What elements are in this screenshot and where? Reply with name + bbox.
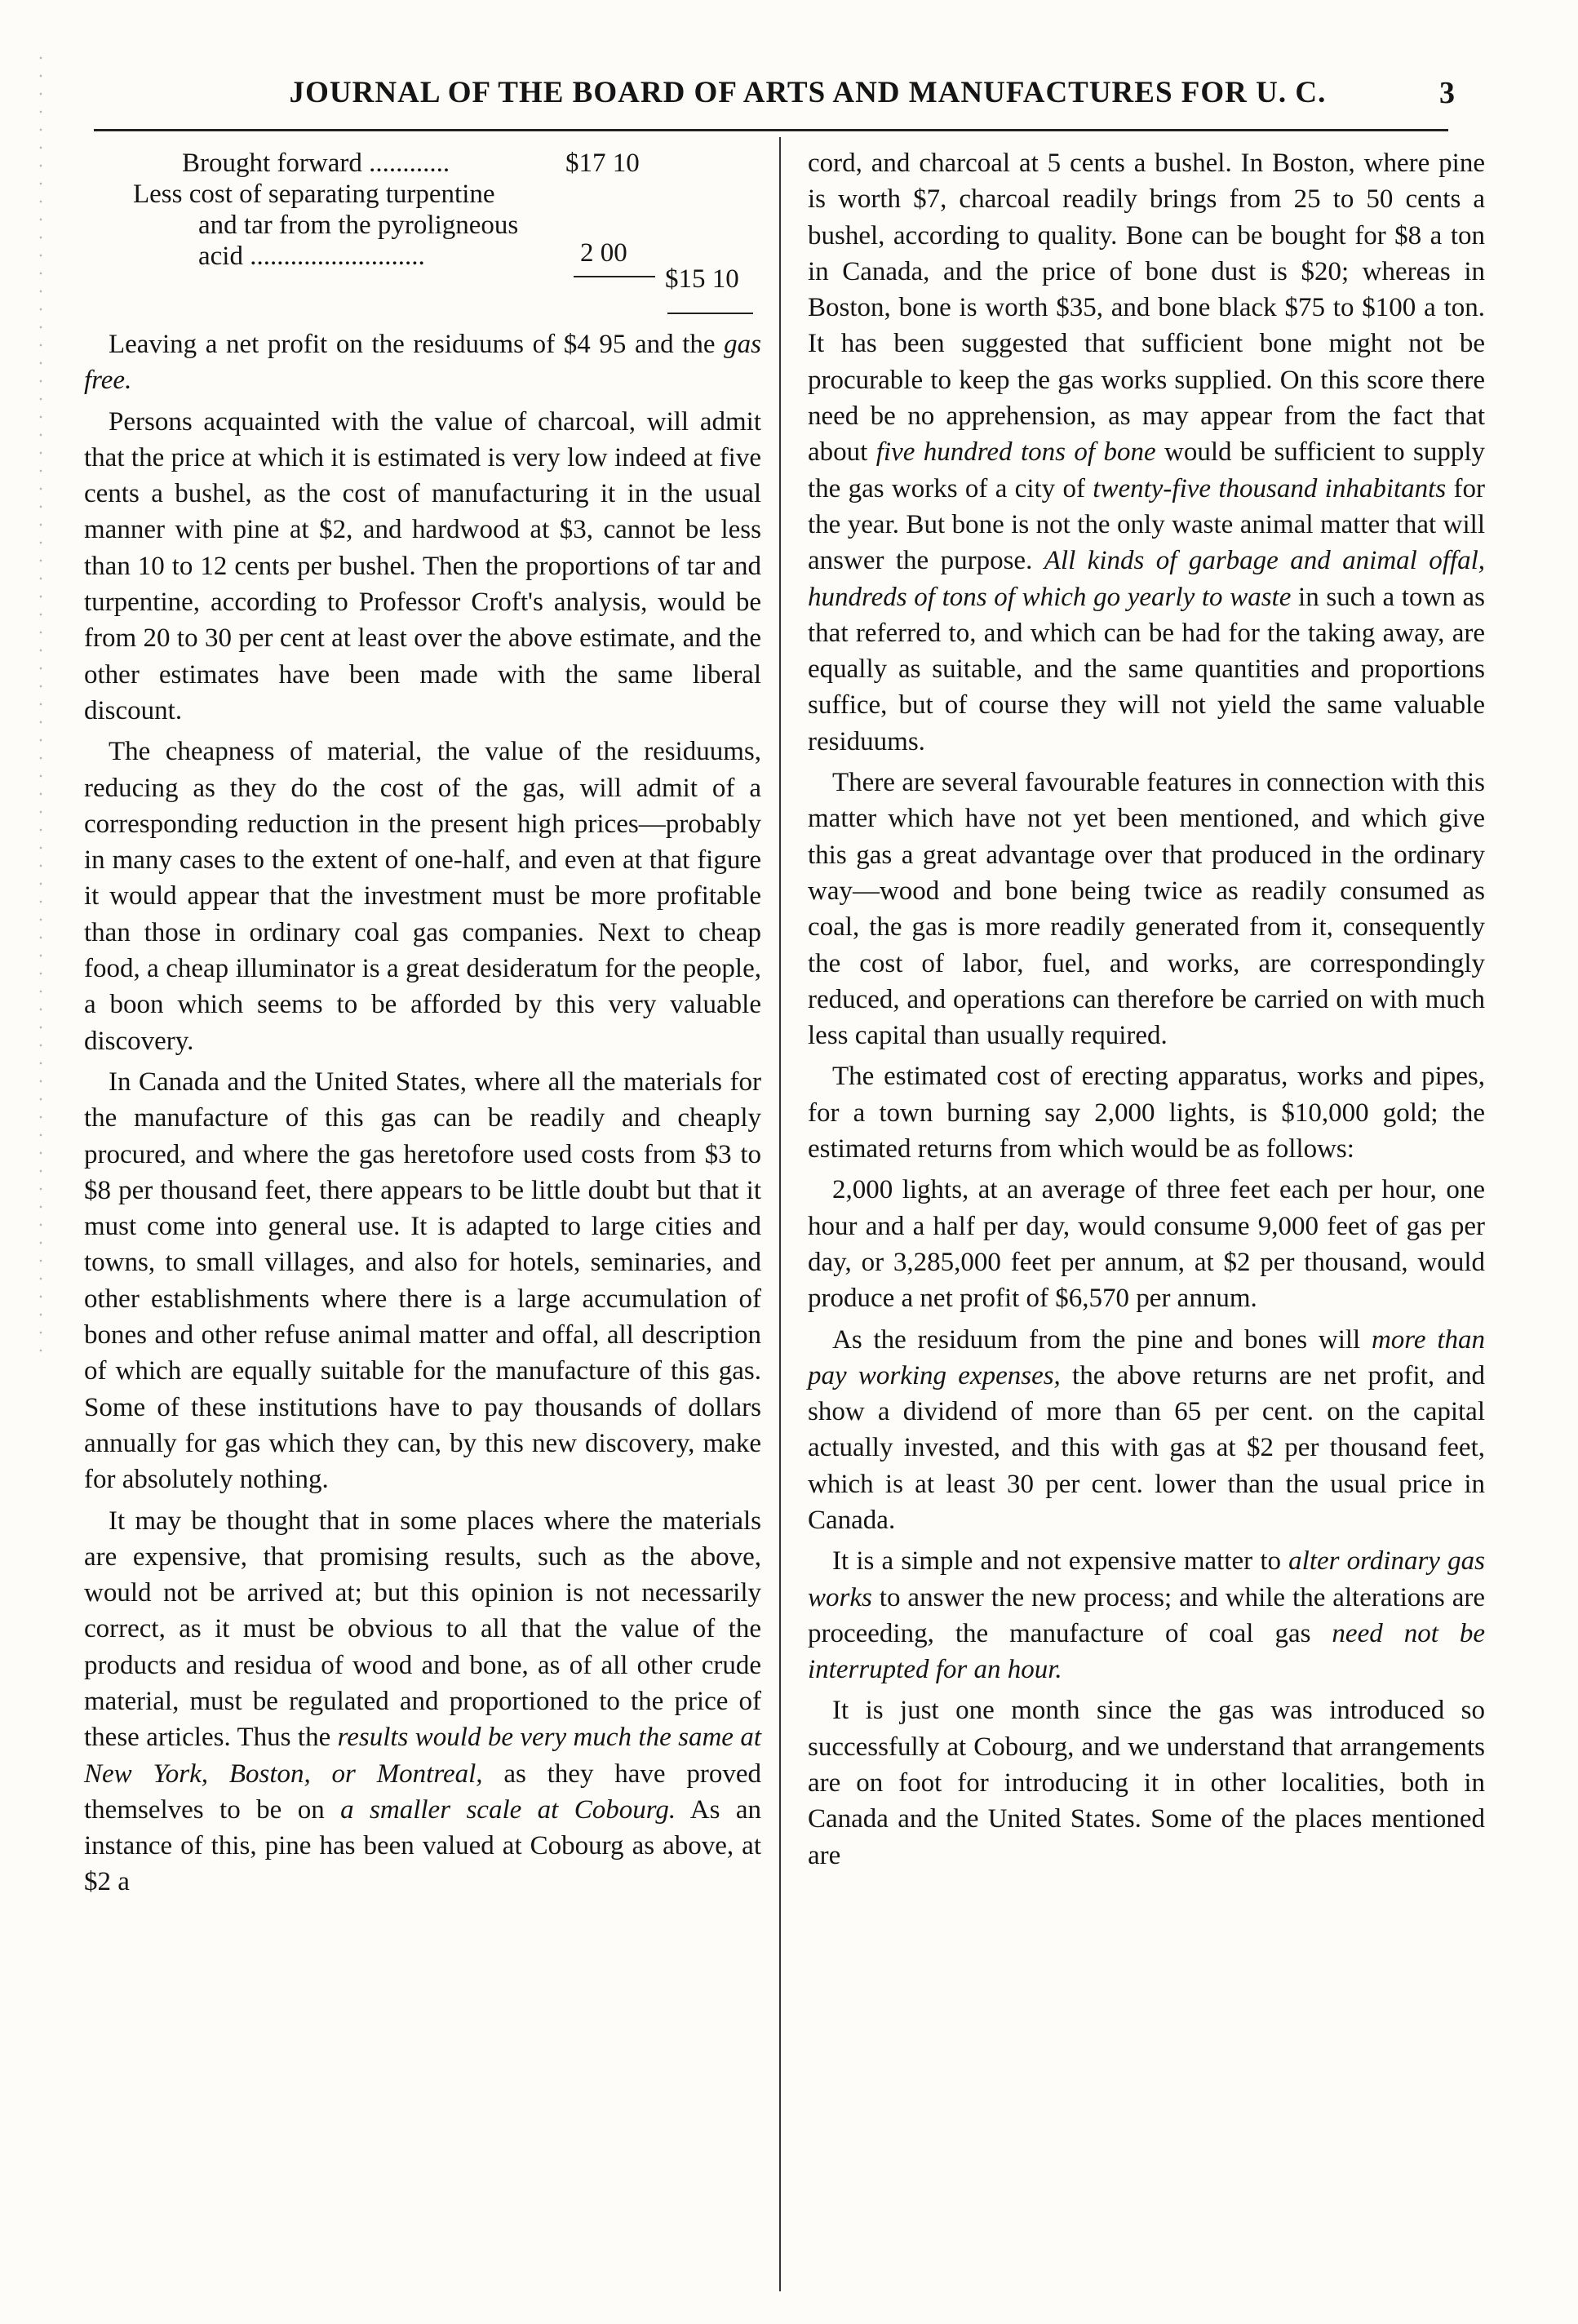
ledger-total-rule bbox=[667, 313, 753, 314]
scan-margin-artifact bbox=[36, 49, 46, 1355]
paragraph-net-profit: Leaving a net profit on the residuums of $4 95 and the gas free. bbox=[84, 330, 761, 396]
paragraph-cheapness: The cheapness of material, the value of the residuums, reducing as they do the cost of the gas, will admit of a corresponding reduction in the present high prices—probably in many cases to the extent of one-half, and even at that figure it would appear that the investment must be more profitable than those in ordinary coal gas companies. Next to cheap food, a cheap illuminator is a great desideratum for the people, a boon which seems to be afforded by this very valuable discovery. bbox=[84, 737, 761, 1056]
paragraph-charcoal-value: Persons acquainted with the value of charcoal, will admit that the price at which it is estimated is very low indeed at five cents a bushel, as the cost of manufacturing it in the usual manner with pine at $2, and hardwood at $3, cannot be less than 10 to 12 cents per bushel. Then the proportions of tar and turpentine, according to Professor Croft's analysis, would be from 20 to 30 per cent at least over the above estimate, and the other estimates have been made with the same liberal discount. bbox=[84, 406, 761, 725]
ledger-total: $15 10 bbox=[665, 264, 739, 294]
paragraph-expensive-materials: It may be thought that in some places where the materials are expensive, that promising results, such as the above, would not be arrived at; but this opinion is not necessarily correct, as it must be obvious to all that the value of the products and residua of wood and bone, as of all other crude material, must be regulated and proportioned to the price of these articles. Thus the results would be very much the same at New York, Boston, or Montreal, as they have proved themselves to be on a smaller scale at Cobourg. As an instance of this, pine has been valued at Cobourg as above, at $2 a bbox=[84, 1506, 761, 1897]
ledger-line-brought-forward: Brought forward ............ bbox=[182, 149, 450, 178]
paragraph-cobourg: It is just one month since the gas was introduced so successfully at Cobourg, and we understand that arrangements are on foot for introducing it in other localities, both in Canada and the United States. Some of the places mentioned are bbox=[808, 1696, 1485, 1870]
header-rule bbox=[94, 129, 1448, 131]
ledger-line-acid: acid .......................... bbox=[198, 242, 425, 271]
paragraph-residuum: As the residuum from the pine and bones will more than pay working expenses, the above returns are net profit, and show a dividend of more than 65 per cent. on the capital actually invested, and this with gas at $2 per thousand feet, which is at least 30 per cent. lower than the usual price in Canada. bbox=[808, 1324, 1486, 1535]
ledger-line-tar: and tar from the pyroligneous bbox=[198, 211, 519, 240]
ledger-amount-separation: 2 00 bbox=[580, 238, 627, 268]
ledger-amount-brought-forward: $17 10 bbox=[565, 149, 640, 178]
paragraph-alter-gas-works: It is a simple and not expensive matter to alter ordinary gas works to answer the new process; and while the alterations are proceeding, the manufacture of coal gas need not be interrupted for an hour. bbox=[808, 1546, 1485, 1685]
paragraph-lights-calculation: 2,000 lights, at an average of three feet each per hour, one hour and a half per day, would consume 9,000 feet of gas per day, or 3,285,000 feet per annum, at $2 per thousand, would produce a net profit of $6,570 per annum. bbox=[808, 1175, 1485, 1314]
paragraph-favourable-features: There are several favourable features in connection with this matter which have not yet been mentioned, and which give this gas a great advantage over that produced in the ordinary way—wood and bone being twice as readily consumed as coal, the gas is more readily generated from it, consequently the cost of labor, fuel, and works, are correspondingly reduced, and operations can therefore be carried on with much less capital than usually required. bbox=[808, 768, 1485, 1051]
paragraph-prices-continued: cord, and charcoal at 5 cents a bushel. In Boston, where pine is worth $7, charcoal readily brings from 25 to 50 cents a bushel, according to quality. Bone can be bought for $8 a ton in Canada, and the price of bone dust is $20; whereas in Boston, bone is worth $35, and bone black $75 to $100 a ton. It has been suggested that sufficient bone might not be procurable to keep the gas works supplied. On this score there need be no apprehension, as may appear from the fact that about five hundred tons of bone would be sufficient to supply the gas works of a city of twenty-five thousand inhabitants for the year. But bone is not the only waste animal matter that will answer the purpose. All kinds of garbage and animal offal, hundreds of tons of which go yearly to waste in such a town as that referred to, and which can be had for the taking away, are equally as suitable, and the same quantities and proportions suffice, but of course they will not yield the same valuable residuums. bbox=[808, 149, 1486, 756]
right-column bbox=[808, 145, 1485, 1878]
page-header bbox=[0, 75, 1578, 124]
paragraph-estimated-cost: The estimated cost of erecting apparatus, works and pipes, for a town burning say 2,000 lights, is $10,000 gold; the estimated returns from which would be as follows: bbox=[808, 1062, 1485, 1164]
net-profit-amount: $4 95 bbox=[563, 330, 627, 359]
ledger-subtotal-rule bbox=[574, 276, 655, 277]
page-number: 3 bbox=[1439, 76, 1455, 110]
ledger-line-less-cost: Less cost of separating turpentine bbox=[133, 180, 495, 209]
left-column bbox=[84, 145, 761, 1905]
paragraph-canada-us: In Canada and the United States, where all the materials for the manufacture of this gas can be readily and cheaply procured, and where the gas heretofore used costs from $3 to $8 per thousand feet, there appears to be little doubt but that it must come into general use. It is adapted to large cities and towns, to small villages, and also for hotels, seminaries, and other establishments where there is a large accumulation of bones and other refuse animal matter and offal, all description of which are equally suitable for the manufacture of this gas. Some of these institutions have to pay thousands of dollars annually for gas which they can, by this new discovery, make for absolutely nothing. bbox=[84, 1067, 761, 1495]
column-divider bbox=[779, 137, 781, 2291]
journal-title: JOURNAL OF THE BOARD OF ARTS AND MANUFACTURES FOR U. C. bbox=[289, 76, 1327, 109]
cost-ledger bbox=[84, 145, 761, 326]
